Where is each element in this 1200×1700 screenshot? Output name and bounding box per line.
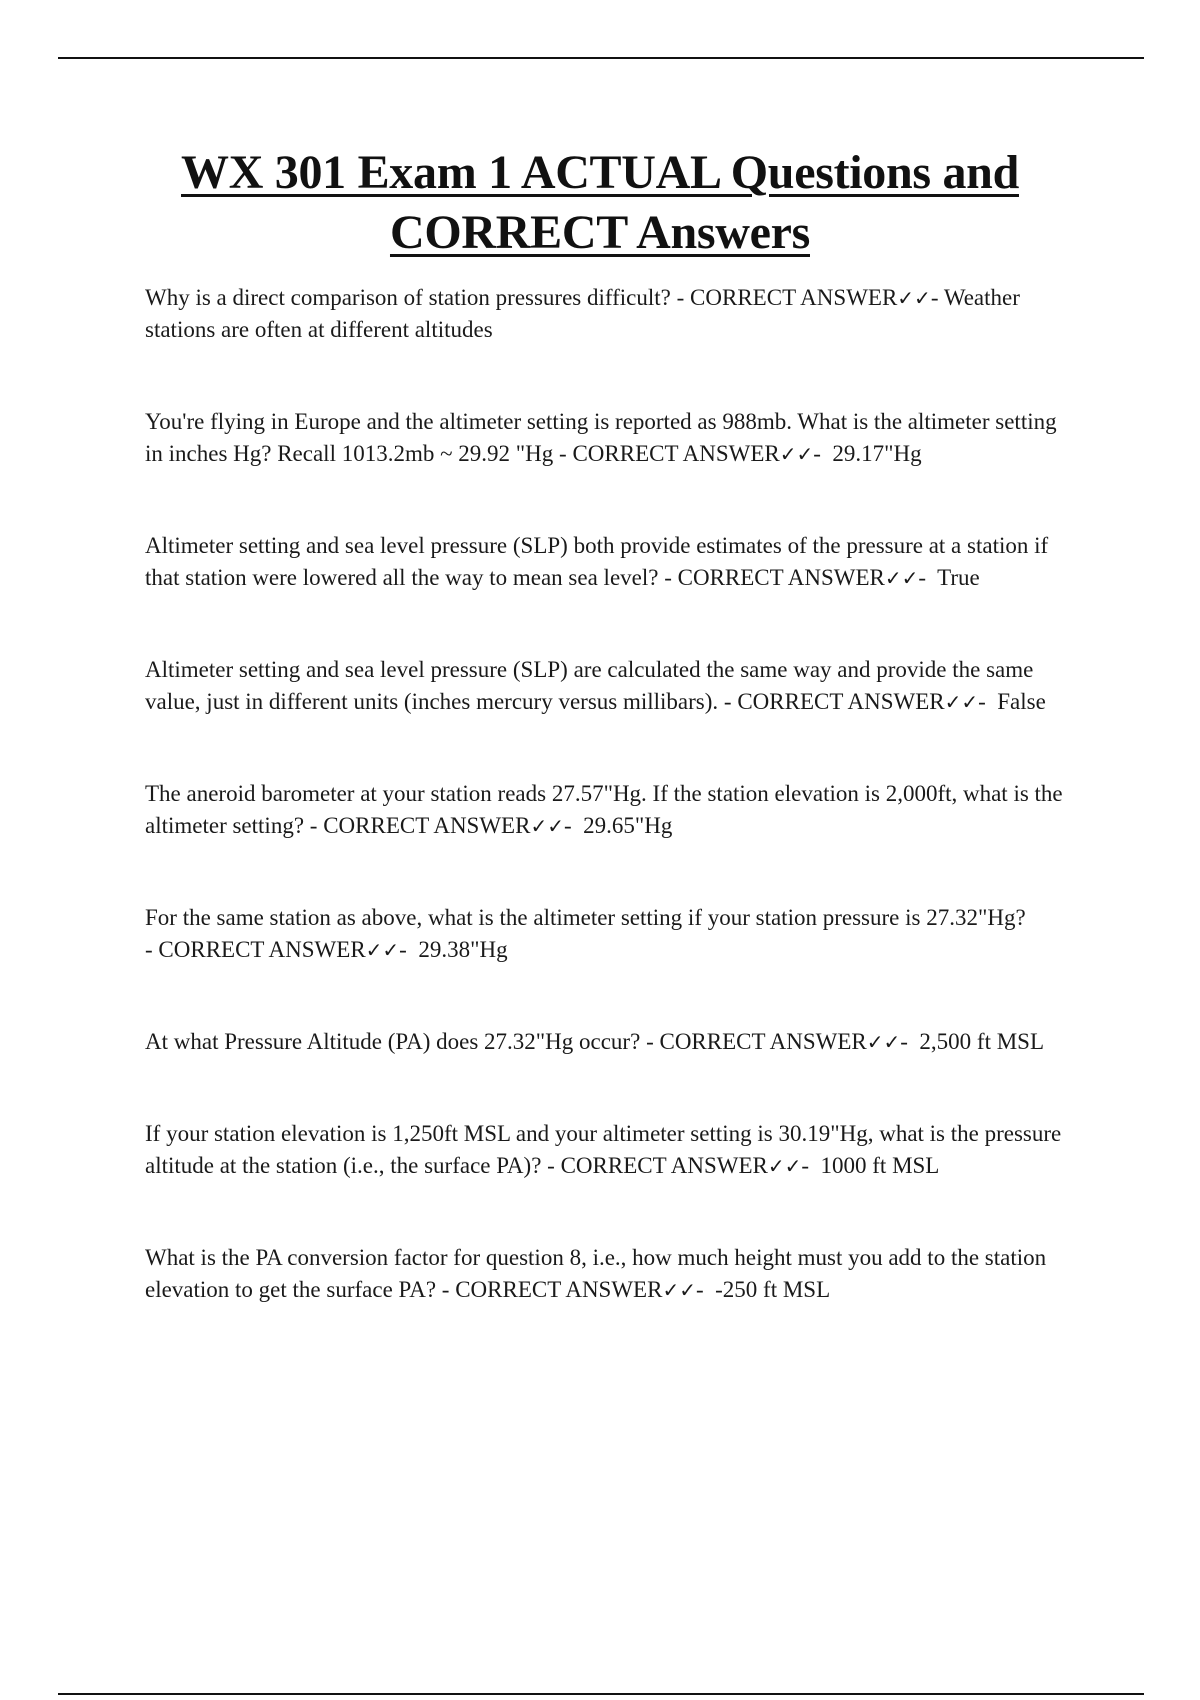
check-marks-icon: ✓✓ bbox=[779, 442, 814, 466]
answer-marker: - CORRECT ANSWER bbox=[553, 441, 780, 466]
qa-item: If your station elevation is 1,250ft MSL and your altimeter setting is 30.19"Hg, what is the pressure altitude at the station (i.e., the surface PA)? - CORRECT ANSWER✓✓- 1000 ft MSL bbox=[145, 1121, 1062, 1178]
check-marks-icon: ✓✓ bbox=[530, 814, 564, 838]
answer-text: 29.65"Hg bbox=[583, 813, 673, 838]
answer-marker: - CORRECT ANSWER bbox=[658, 565, 885, 590]
answer-text: 29.17"Hg bbox=[832, 441, 922, 466]
check-marks-icon: ✓✓ bbox=[767, 1154, 802, 1178]
qa-item: Altimeter setting and sea level pressure (SLP) both provide estimates of the pressure at a station if that station were lowered all the way to mean sea level? - CORRECT ANSWER✓✓- True bbox=[145, 533, 1049, 590]
question-text: You're flying in Europe and the altimeter setting is reported as 988mb. What is the altimeter setting in inches Hg? Recall 1013.2mb ~ 29.92 "Hg bbox=[145, 409, 1057, 466]
question-text: The aneroid barometer at your station reads 27.57"Hg. If the station elevation is 2,000ft, what is the altimeter setting? bbox=[145, 781, 1063, 838]
answer-text: True bbox=[937, 565, 980, 590]
answer-text: False bbox=[997, 689, 1046, 714]
question-text: At what Pressure Altitude (PA) does 27.32"Hg occur? bbox=[145, 1029, 641, 1054]
check-marks-icon: ✓✓ bbox=[884, 566, 919, 590]
question-text: What is the PA conversion factor for question 8, i.e., how much height must you add to the station elevation to get the surface PA? bbox=[145, 1245, 1047, 1302]
answer-marker: - CORRECT ANSWER bbox=[541, 1153, 768, 1178]
answer-marker: - CORRECT ANSWER bbox=[718, 689, 945, 714]
qa-item: You're flying in Europe and the altimeter setting is reported as 988mb. What is the altimeter setting in inches Hg? Recall 1013.2mb ~ 29.92 "Hg - CORRECT ANSWER✓✓- 29.17"Hg bbox=[145, 409, 1057, 466]
check-marks-icon: ✓✓ bbox=[897, 286, 931, 310]
check-marks-icon: ✓✓ bbox=[365, 938, 400, 962]
answer-text: Weather stations are often at different altitudes bbox=[145, 285, 1020, 342]
answer-text: 2,500 ft MSL bbox=[919, 1029, 1044, 1054]
answer-marker: - CORRECT ANSWER bbox=[304, 813, 531, 838]
question-text: If your station elevation is 1,250ft MSL and your altimeter setting is 30.19"Hg, what is the pressure altitude at the station (i.e., the surface PA)? bbox=[145, 1121, 1062, 1178]
answer-text: -250 ft MSL bbox=[715, 1277, 831, 1302]
qa-list bbox=[145, 282, 1075, 1306]
question-text: Why is a direct comparison of station pressures difficult? bbox=[145, 285, 671, 310]
qa-item: For the same station as above, what is the altimeter setting if your station pressure is 27.32"Hg? - CORRECT ANSWER✓✓- 29.38"Hg bbox=[145, 905, 1026, 962]
question-text: For the same station as above, what is the altimeter setting if your station pressure is 27.32"Hg? bbox=[145, 905, 1026, 930]
question-text: Altimeter setting and sea level pressure (SLP) both provide estimates of the pressure at a station if that station were lowered all the way to mean sea level? bbox=[145, 533, 1049, 590]
check-marks-icon: ✓✓ bbox=[944, 690, 979, 714]
qa-item: The aneroid barometer at your station reads 27.57"Hg. If the station elevation is 2,000ft, what is the altimeter setting? - CORRECT ANSWER✓✓- 29.65"Hg bbox=[145, 781, 1063, 838]
check-marks-icon: ✓✓ bbox=[662, 1278, 696, 1302]
answer-text: 29.38"Hg bbox=[418, 937, 508, 962]
check-marks-icon: ✓✓ bbox=[866, 1030, 901, 1054]
answer-text: 1000 ft MSL bbox=[820, 1153, 940, 1178]
top-rule bbox=[58, 57, 1144, 59]
answer-marker: - CORRECT ANSWER bbox=[670, 285, 898, 310]
document-title: WX 301 Exam 1 ACTUAL Questions and CORRECT Answers bbox=[181, 146, 1019, 259]
answer-marker: - CORRECT ANSWER bbox=[640, 1029, 867, 1054]
question-text: Altimeter setting and sea level pressure (SLP) are calculated the same way and provide the same value, just in different units (inches mercury versus millibars). bbox=[145, 657, 1034, 714]
qa-item: Why is a direct comparison of station pressures difficult? - CORRECT ANSWER✓✓- Weather stations are often at different altitudes bbox=[145, 285, 1020, 342]
qa-item: Altimeter setting and sea level pressure (SLP) are calculated the same way and provide the same value, just in different units (inches mercury versus millibars). - CORRECT ANSWER✓✓- False bbox=[145, 657, 1046, 714]
qa-item: At what Pressure Altitude (PA) does 27.32"Hg occur? - CORRECT ANSWER✓✓- 2,500 ft MSL bbox=[145, 1029, 1044, 1054]
answer-marker: - CORRECT ANSWER bbox=[436, 1277, 663, 1302]
qa-item: What is the PA conversion factor for question 8, i.e., how much height must you add to the station elevation to get the surface PA? - CORRECT ANSWER✓✓- -250 ft MSL bbox=[145, 1245, 1047, 1302]
bottom-rule bbox=[58, 1693, 1144, 1695]
answer-marker: - CORRECT ANSWER bbox=[145, 937, 366, 962]
